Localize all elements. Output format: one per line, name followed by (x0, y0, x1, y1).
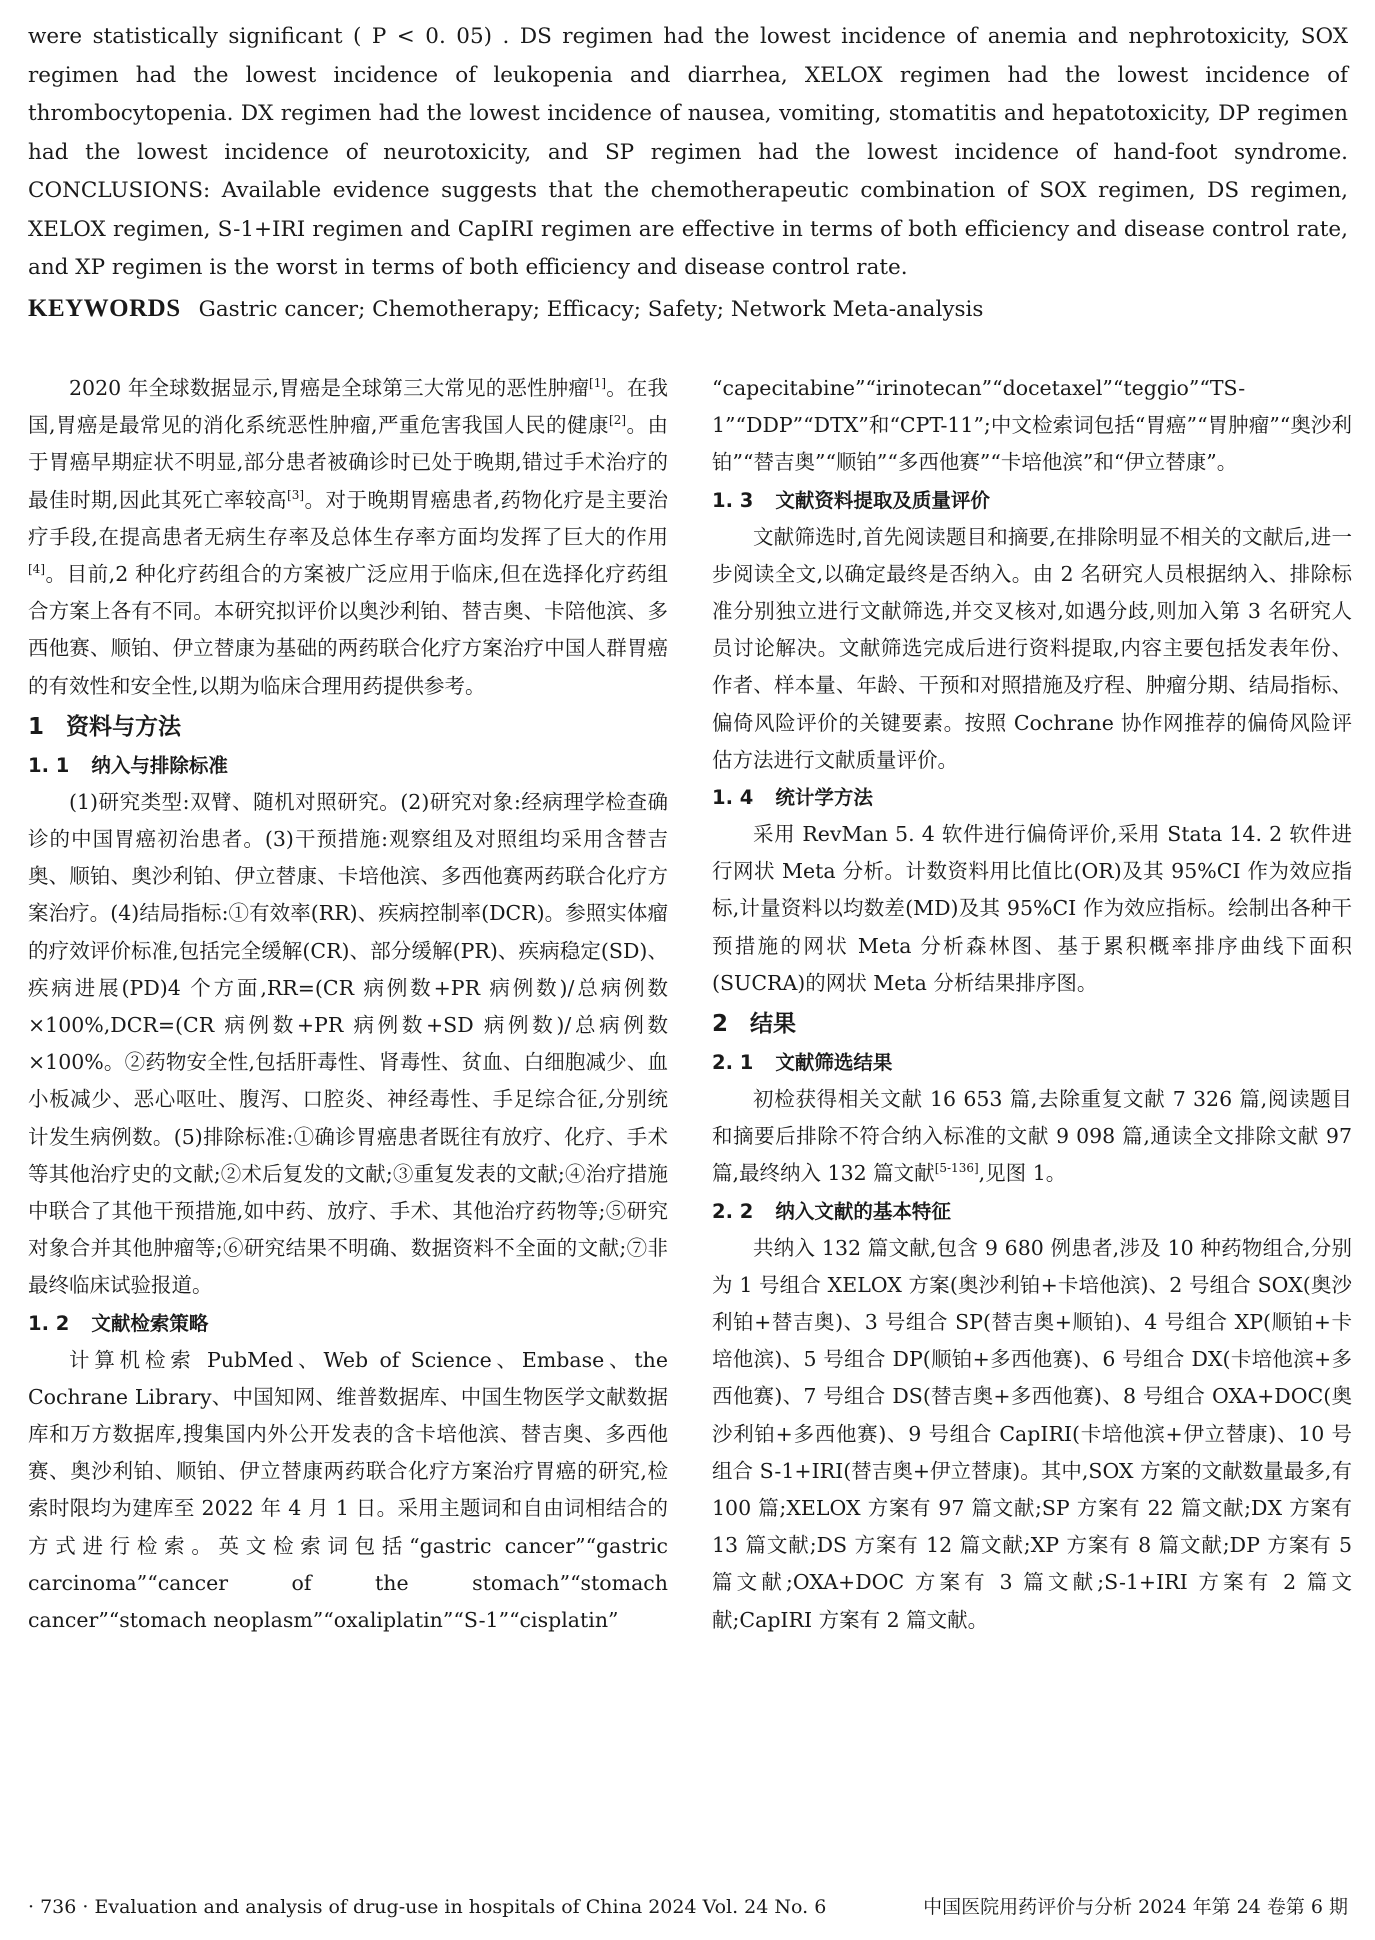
section-heading-1-1: 1. 1 纳入与排除标准 (28, 753, 228, 777)
section-1-2-continued: “capecitabine”“irinotecan”“docetaxel”“teggio”“TS-1”“DDP”“DTX”和“CPT-11”;中文检索词包括“胃癌”“胃肿瘤”“奥沙利铂”“替吉奥”“顺铂”“多西他赛”“卡培他滨”和“伊立替康”。 (712, 376, 1352, 475)
section-heading-2-2: 2. 2 纳入文献的基本特征 (712, 1199, 951, 1223)
section-1-1-text: (1)研究类型:双臂、随机对照研究。(2)研究对象:经病理学检查确诊的中国胃癌初治患者。(3)干预措施:观察组及对照组均采用含替吉奥、顺铂、奥沙利铂、伊立替康、卡培他滨、多西他赛两药联合化疗方案治疗。(4)结局指标:①有效率(RR)、疾病控制率(DCR)。参照实体瘤的疗效评价标准,包括完全缓解(CR)、部分缓解(PR)、疾病稳定(SD)、疾病进展(PD)4 个方面,RR=(CR 病例数+PR 病例数)/总病例数×100%,DCR=(CR 病例数+PR 病例数+SD 病例数)/总病例数×100%。②药物安全性,包括肝毒性、肾毒性、贫血、白细胞减少、血小板减少、恶心呕吐、腹泻、口腔炎、神经毒性、手足综合征,分别统计发生病例数。(5)排除标准:①确诊胃癌患者既往有放疗、化疗、手术等其他治疗史的文献;②术后复发的文献;③重复发表的文献;④治疗措施中联合了其他干预措施,如中药、放疗、手术、其他治疗药物等;⑤研究对象合并其他肿瘤等;⑥研究结果不明确、数据资料不全面的文献;⑦非最终临床试验报道。 (28, 789, 668, 1298)
citation-ref: [4] (28, 562, 45, 577)
section-heading-1-2: 1. 2 文献检索策略 (28, 1311, 209, 1335)
intro-paragraph: 2020 年全球数据显示,胃癌是全球第三大常见的恶性肿瘤[1]。在我国,胃癌是最常见的消化系统恶性肿瘤,严重危害我国人民的健康[2]。由于胃癌早期症状不明显,部分患者被确诊时已处于晚期,错过手术治疗的最佳时期,因此其死亡率较高[3]。对于晚期胃癌患者,药物化疗是主要治疗手段,在提高患者无病生存率及总体生存率方面均发挥了巨大的作用[4]。目前,2 种化疗药组合的方案被广泛应用于临床,但在选择化疗药组合方案上各有不同。本研究拟评价以奥沙利铂、替吉奥、卡陪他滨、多西他赛、顺铂、伊立替康为基础的两药联合化疗方案治疗中国人群胃癌的有效性和安全性,以期为临床合理用药提供参考。 (28, 376, 669, 698)
citation-ref: [2] (609, 413, 627, 428)
abstract-block (28, 18, 1348, 329)
section-heading-1: 1 资料与方法 (28, 713, 182, 740)
section-heading-1-3: 1. 3 文献资料提取及质量评价 (712, 488, 990, 512)
keywords-line (28, 290, 1348, 330)
section-heading-2: 2 结果 (712, 1011, 797, 1038)
citation-ref: [5-136] (934, 1161, 979, 1176)
citation-ref: [3] (287, 487, 305, 502)
abstract-text: were statistically significant ( P < 0. 05) . DS regimen had the lowest incidence of anemia and nephrotoxicity, SOX regimen had the lowest incidence of leukopenia and diarrhea, XELOX regimen had the lowest incidence of thrombocytopenia. DX regimen had the lowest incidence of nausea, vomiting, stomatitis and hepatotoxicity, DP regimen had the lowest incidence of neurotoxicity, and SP regimen had the lowest incidence of hand-foot syndrome. CONCLUSIONS: Available evidence suggests that the chemotherapeutic combination of SOX regimen, DS regimen, XELOX regimen, S-1+IRI regimen and CapIRI regimen are effective in terms of both efficiency and disease control rate, and XP regimen is the worst in terms of both efficiency and disease control rate. (28, 24, 1348, 280)
citation-ref: [1] (589, 376, 607, 391)
keywords-text: Gastric cancer; Chemotherapy; Efficacy; Safety; Network Meta-analysis (198, 296, 984, 322)
footer-left: · 736 · Evaluation and analysis of drug-use in hospitals of China 2024 Vol. 24 No. 6 (28, 1896, 827, 1918)
right-column (712, 370, 1352, 1639)
left-column (28, 370, 668, 1639)
section-1-2-text: 计算机检索 PubMed、Web of Science、Embase、the Cochrane Library、中国知网、维普数据库、中国生物医学文献数据库和万方数据库,搜集国内外公开发表的含卡培他滨、替吉奥、多西他赛、奥沙利铂、顺铂、伊立替康两药联合化疗方案治疗胃癌的研究,检索时限均为建库至 2022 年 4 月 1 日。采用主题词和自由词相结合的方式进行检索。英文检索词包括“gastric cancer”“gastric carcinoma”“cancer of the stomach”“stomach cancer”“stomach neoplasm”“oxaliplatin”“S-1”“cisplatin” (28, 1347, 668, 1633)
section-2-1-text: 初检获得相关文献 16 653 篇,去除重复文献 7 326 篇,阅读题目和摘要后排除不符合纳入标准的文献 9 098 篇,通读全文排除文献 97 篇,最终纳入 132 篇文献[5-136],见图 1。 (712, 1087, 1352, 1186)
keywords-label: KEYWORDS (28, 294, 181, 322)
section-1-3-text: 文献筛选时,首先阅读题目和摘要,在排除明显不相关的文献后,进一步阅读全文,以确定最终是否纳入。由 2 名研究人员根据纳入、排除标准分别独立进行文献筛选,并交叉核对,如遇分歧,则加入第 3 名研究人员讨论解决。文献筛选完成后进行资料提取,内容主要包括发表年份、作者、样本量、年龄、干预和对照措施及疗程、肿瘤分期、结局指标、偏倚风险评价的关键要素。按照 Cochrane 协作网推荐的偏倚风险评估方法进行文献质量评价。 (712, 524, 1352, 772)
footer-right: 中国医院用药评价与分析 2024 年第 24 卷第 6 期 (923, 1896, 1348, 1918)
section-heading-1-4: 1. 4 统计学方法 (712, 786, 873, 810)
section-heading-2-1: 2. 1 文献筛选结果 (712, 1051, 893, 1075)
section-1-4-text: 采用 RevMan 5. 4 软件进行偏倚评价,采用 Stata 14. 2 软件进行网状 Meta 分析。计数资料用比值比(OR)及其 95%CI 作为效应指标,计量资料以均数差(MD)及其 95%CI 作为效应指标。绘制出各种干预措施的网状 Meta 分析森林图、基于累积概率排序曲线下面积(SUCRA)的网状 Meta 分析结果排序图。 (712, 822, 1352, 995)
section-2-2-text: 共纳入 132 篇文献,包含 9 680 例患者,涉及 10 种药物组合,分别为 1 号组合 XELOX 方案(奥沙利铂+卡培他滨)、2 号组合 SOX(奥沙利铂+替吉奥)、3 号组合 SP(替吉奥+顺铂)、4 号组合 XP(顺铂+卡培他滨)、5 号组合 DP(顺铂+多西他赛)、6 号组合 DX(卡培他滨+多西他赛)、7 号组合 DS(替吉奥+多西他赛)、8 号组合 OXA+DOC(奥沙利铂+多西他赛)、9 号组合 CapIRI(卡培他滨+伊立替康)、10 号组合 S-1+IRI(替吉奥+伊立替康)。其中,SOX 方案的文献数量最多,有 100 篇;XELOX 方案有 97 篇文献;SP 方案有 22 篇文献;DX 方案有 13 篇文献;DS 方案有 12 篇文献;XP 方案有 8 篇文献;DP 方案有 5 篇文献;OXA+DOC 方案有 3 篇文献;S-1+IRI 方案有 2 篇文献;CapIRI 方案有 2 篇文献。 (712, 1235, 1352, 1632)
